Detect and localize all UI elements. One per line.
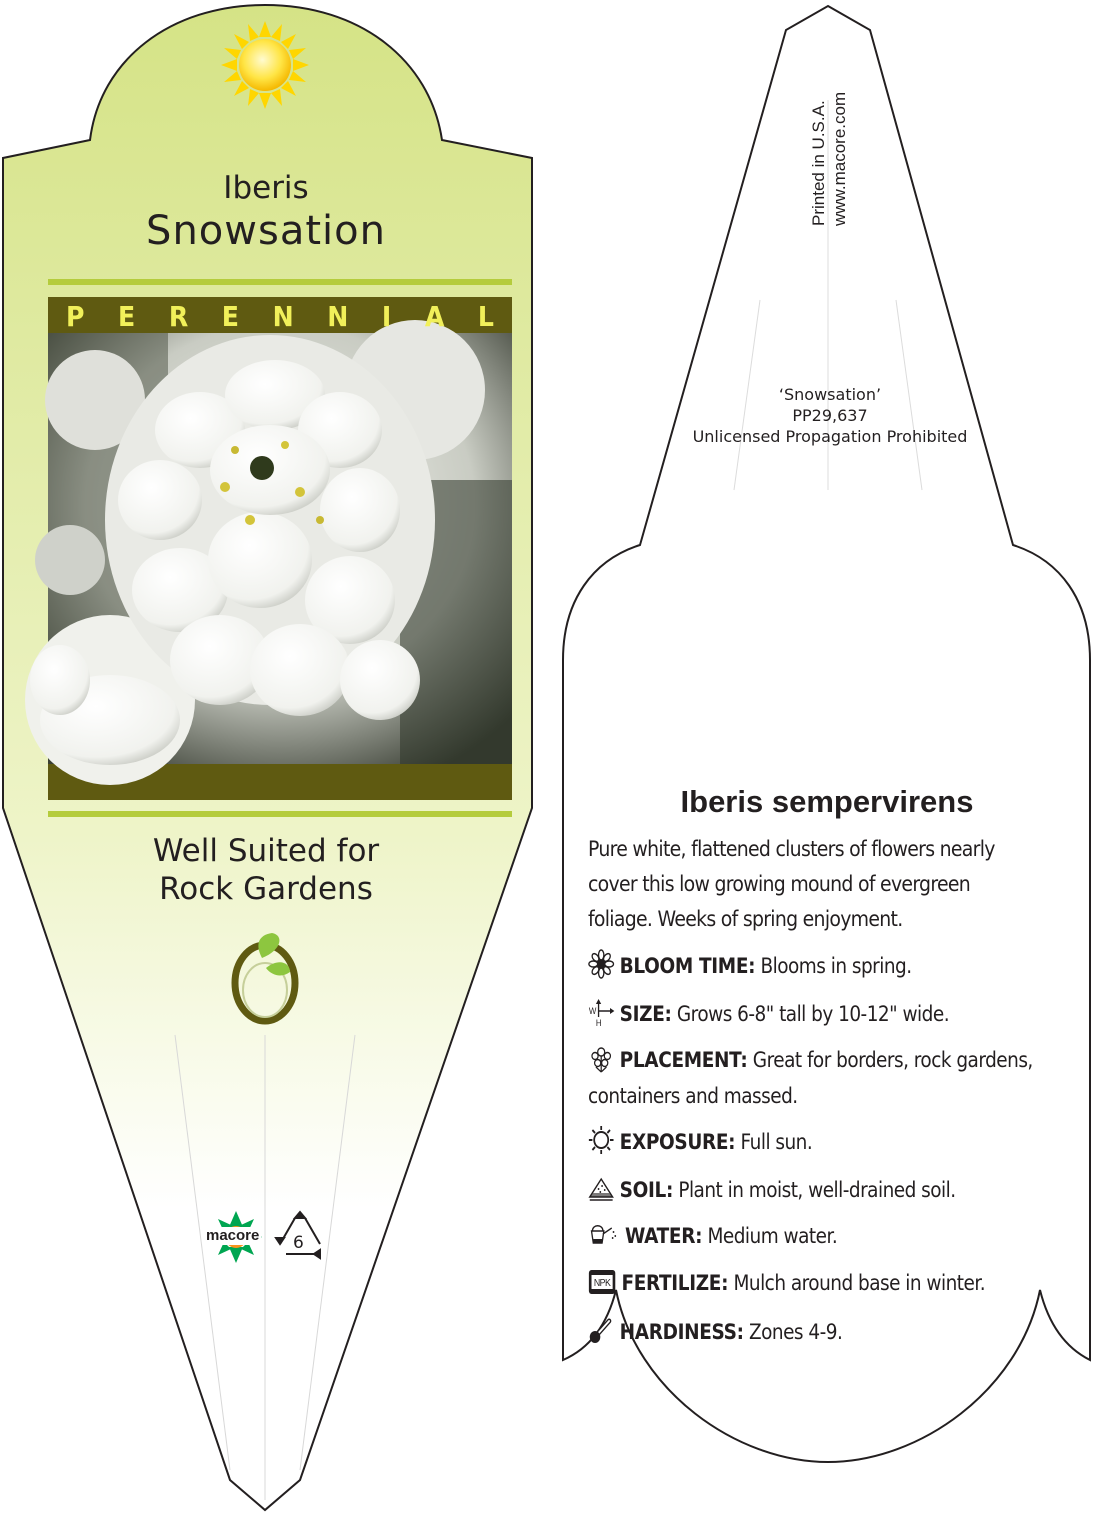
care-text-continued: containers and massed. bbox=[588, 1084, 798, 1108]
category-letter: E bbox=[221, 299, 239, 333]
care-row-exposure bbox=[588, 1124, 1058, 1160]
patent-info bbox=[640, 384, 1020, 447]
size-icon bbox=[588, 997, 614, 1027]
printed-line-2: www.macore.com bbox=[830, 91, 849, 226]
care-text: Great for borders, rock gardens, bbox=[752, 1048, 1033, 1072]
care-label: BLOOM TIME: bbox=[619, 954, 756, 978]
patent-name: ‘Snowsation’ bbox=[778, 385, 882, 404]
tagline-line-1: Well Suited for bbox=[152, 833, 380, 869]
category-letter: L bbox=[477, 299, 494, 333]
care-row-placement bbox=[588, 1042, 1058, 1114]
description-line-2: cover this low growing mound of evergreen bbox=[588, 872, 971, 896]
category-letter: N bbox=[272, 299, 294, 333]
care-label: HARDINESS: bbox=[619, 1320, 744, 1344]
flower-photo bbox=[25, 320, 512, 785]
care-label: FERTILIZE: bbox=[621, 1271, 729, 1295]
printed-line-1: Printed in U.S.A. bbox=[809, 100, 828, 226]
care-label: WATER: bbox=[624, 1224, 703, 1248]
genus-name: Iberis bbox=[223, 170, 309, 206]
care-row-hardiness bbox=[588, 1314, 1058, 1350]
sun-icon bbox=[588, 1125, 614, 1155]
category-letter: P bbox=[66, 299, 85, 333]
category-letter: N bbox=[327, 299, 349, 333]
watering-can-icon bbox=[588, 1219, 620, 1249]
variety-name: Snowsation bbox=[146, 208, 386, 254]
printed-info bbox=[800, 60, 860, 230]
care-label: SOIL: bbox=[619, 1178, 673, 1202]
recycle-code: 6 bbox=[293, 1233, 304, 1253]
description bbox=[588, 832, 1056, 937]
tagline-line-2: Rock Gardens bbox=[159, 871, 373, 907]
care-text: Medium water. bbox=[707, 1224, 838, 1248]
care-text: Plant in moist, well-drained soil. bbox=[678, 1178, 956, 1202]
thermometer-icon bbox=[588, 1315, 614, 1345]
care-label: EXPOSURE: bbox=[619, 1130, 736, 1154]
care-text: Full sun. bbox=[740, 1130, 813, 1154]
care-text: Grows 6-8" tall by 10-12" wide. bbox=[676, 1002, 950, 1026]
care-text: Blooms in spring. bbox=[760, 954, 912, 978]
category-label bbox=[48, 298, 512, 334]
sun-logo bbox=[221, 21, 309, 109]
npk-icon bbox=[588, 1266, 616, 1296]
npk-icon-text: NPK bbox=[593, 1276, 611, 1289]
flower-icon bbox=[588, 949, 614, 979]
care-row-soil bbox=[588, 1172, 1058, 1208]
soil-icon bbox=[588, 1173, 614, 1203]
care-label: SIZE: bbox=[619, 1002, 672, 1026]
tagline bbox=[0, 832, 532, 908]
care-label: PLACEMENT: bbox=[619, 1048, 748, 1072]
care-text: Mulch around base in winter. bbox=[733, 1271, 986, 1295]
patent-number: PP29,637 bbox=[792, 406, 868, 425]
size-icon-h: H bbox=[595, 1017, 602, 1027]
category-letter: E bbox=[118, 299, 136, 333]
species-name: Iberis sempervirens bbox=[680, 784, 974, 819]
description-line-1: Pure white, flattened clusters of flowers nearly bbox=[588, 837, 995, 861]
care-row-bloom-time bbox=[588, 948, 1058, 984]
brand-name: macore bbox=[206, 1227, 260, 1244]
care-row-water bbox=[588, 1218, 1058, 1254]
placement-icon bbox=[588, 1043, 614, 1073]
category-letter: R bbox=[168, 299, 189, 333]
category-letter: I bbox=[381, 299, 392, 333]
care-text: Zones 4-9. bbox=[748, 1320, 843, 1344]
care-row-size bbox=[588, 996, 1058, 1032]
category-letter: A bbox=[424, 299, 445, 333]
patent-notice: Unlicensed Propagation Prohibited bbox=[692, 427, 968, 446]
care-row-fertilize bbox=[588, 1265, 1058, 1301]
description-line-3: foliage. Weeks of spring enjoyment. bbox=[588, 907, 903, 931]
size-icon-w: W bbox=[588, 1005, 596, 1017]
